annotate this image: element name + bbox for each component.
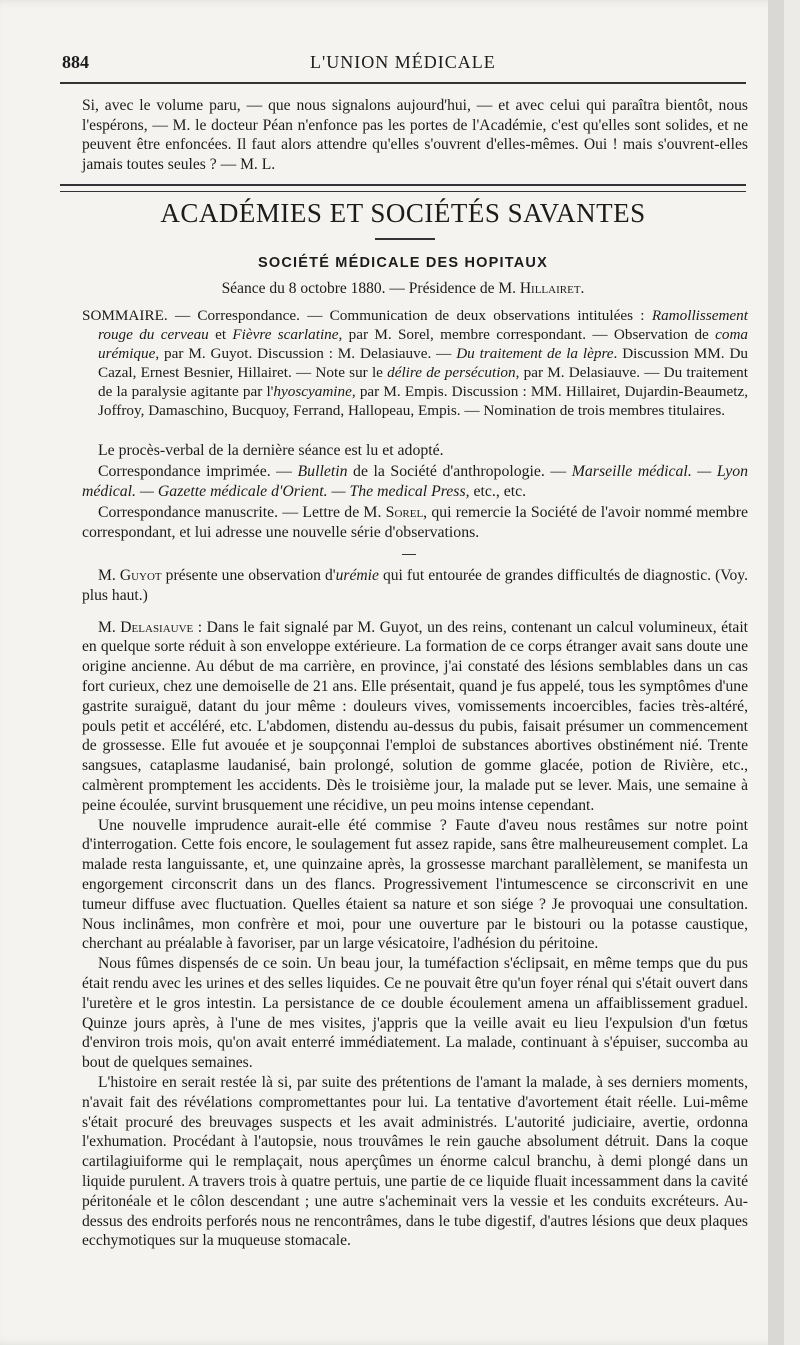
- guyot-text: qui fut entourée de grandes difficultés de diagnostic. (Voy. plus haut.): [82, 567, 748, 604]
- section-divider: [60, 184, 746, 192]
- title-underline: [375, 238, 435, 240]
- proces-verbal: Le procès-verbal de la dernière séance est lu et adopté.: [98, 442, 444, 459]
- section-title: ACADÉMIES ET SOCIÉTÉS SAVANTES: [160, 198, 646, 228]
- corr-text: Correspondance imprimée. —: [98, 462, 298, 480]
- delasiauve-name: Delasiauve: [120, 618, 194, 636]
- summary-italic: hyoscyamine: [273, 383, 352, 400]
- header-rule: [60, 82, 746, 84]
- summary-text: [82, 306, 748, 420]
- correspondance-imprimee: [82, 462, 748, 503]
- corr-text: de la Société d'anthropologie. —: [347, 462, 572, 480]
- correspondance-manuscrite: [82, 503, 748, 544]
- discussion-body: [82, 566, 748, 1251]
- summary-part: . Discussion MM. Du Cazal, Ernest Besnier, Hillairet. — Note sur le: [98, 345, 749, 381]
- summary-italic: Fièvre scarlatine: [232, 326, 339, 343]
- corr-italic: Marseille médical. — Lyon médical. — Gazette médicale d'Orient. — The medical Press,: [82, 462, 749, 501]
- summary-italic: Ramollissement rouge du cerveau: [98, 307, 748, 343]
- delasiauve-text: M.: [98, 618, 121, 636]
- seance-suffix: .: [580, 280, 585, 297]
- separator-dash: [402, 554, 416, 555]
- paragraph-3: Nous fûmes dispensés de ce soin. Un beau jour, la tuméfaction s'éclipsait, en même temps que du pus était rendu avec les urines et des selles liquides. Ce ne pouvait être qu'un foyer rénal qui s'était ouvert dans l'uretère et le gros intestin. La persistance de ce double écoulement amena un affaiblissement graduel. Quinze jours après, à l'une de mes visites, j'appris que la veille avait eu lieu l'expulsion d'un fœtus d'environ trois mois, qu'on avait enterré immédiatement. La malade, continuant à s'épuiser, succomba au bout de quelques semaines.: [82, 955, 748, 1072]
- paragraph-4: L'histoire en serait restée là si, par suite des prétentions de l'amant la malade, à ses derniers moments, n'avait fait des révélations compromettantes pour lui. La tentative d'avortement était réelle. Lui-même s'était procuré des breuvages suspects et les avait administrés. L'autorité judiciaire, avertie, ordonna l'exhumation. Procédant à l'autopsie, nous trouvâmes le rein gauche absolument détruit. Dans la coque cartilagiuiforme qui le remplaçait, nous aperçûmes un énorme calcul branchu, à demi plongé dans un liquide purulent. A travers trois à quatre pertuis, une partie de ce liquide fluait incessamment dans la cavité péritonéale et le côlon descendant ; une autre s'acheminait vers la vessie et les conduits excréteurs. Au-dessus des endroits perforés nous ne rencontrâmes, dans le tube digestif, d'autres lésions que deux plaques ecchymotiques sur la muqueuse stomacale.: [82, 1073, 748, 1250]
- intro-paragraph: [82, 96, 748, 174]
- summary-part: , par M. Empis. Discussion : MM. Hillairet, Dujardin-Beaumetz, Joffroy, Damaschino, Bucquoy, Ferrand, Hallopeau, Empis. — Nomination de trois membres titulaires.: [98, 383, 749, 419]
- summary-italic: coma urémique: [98, 326, 749, 362]
- page-edge: [768, 0, 784, 1345]
- summary-label: SOMMAIRE.: [82, 307, 168, 324]
- delasiauve-text: : Dans le fait signalé par M. Guyot, un des reins, contenant un calcul volumineux, était en quelque sorte réduit à son enveloppe extérieure. La formation de ce corps étranger avait sans doute une origine ancienne. Au début de ma carrière, en province, j'ai constaté des lésions semblables dans un cas fort curieux, chez une demoiselle de 21 ans. Elle présentait, quand je fus appelé, tous les symptômes d'une gastrite suraiguë, datant du jour même : douleurs vives, vomissements incoercibles, facies très-altéré, pouls petit et accéléré, etc. L'abdomen, distendu au-dessus du pubis, faisait présumer un commencement de grossesse. Elle fut avouée et je soupçonnai l'emploi de substances abortives obstinément nié. Trente sangsues, cataplasme laudanisé, bain prolongé, solution de gomme glacée, potion de Rivière, etc., calmèrent promptement les accidents. Dès le troisième jour, la malade put se lever. Mais, une semaine à peine écoulée, survint brusquement une récidive, un peu moins intense cependant.: [82, 618, 748, 814]
- summary-part: , par M. Delasiauve. — Du traitement de la paralysie agitante par l': [98, 364, 748, 400]
- summary-italic: Du traitement de la lèpre: [456, 345, 614, 362]
- page-number: 884: [62, 52, 89, 72]
- corr-text: Correspondance manuscrite. — Lettre de M.: [98, 503, 386, 521]
- guyot-text: M.: [98, 567, 120, 584]
- society-title: SOCIÉTÉ MÉDICALE DES HOPITAUX: [258, 255, 548, 271]
- guyot-paragraph: [82, 566, 748, 606]
- correspondance-block: [82, 441, 748, 544]
- summary-part: , par M. Guyot. Discussion : M. Delasiauve. —: [155, 345, 457, 362]
- summary-italic: délire de persécution: [387, 364, 516, 381]
- paragraph-2: Une nouvelle imprudence aurait-elle été commise ? Faute d'aveu nous restâmes sur notre point d'interrogation. Cette fois encore, le soulagement fut assez rapide, sans être malheureusement complet. La malade resta languissante, et, une quinzaine après, la grossesse marchant parallèlement, se manifesta un engorgement circonscrit dans un des flancs. Progressivement l'intumescence se circonscrivit en une tumeur diffuse avec fluctuation. Quelles étaient sa nature et son siége ? Je provoquai une consultation. Nous inclinâmes, mon confrère et moi, pour une ouverture par le bistouri ou la potasse caustique, cherchant au préalable à favoriser, par un large vésicatoire, l'adhésion du péritoine.: [82, 816, 748, 953]
- intro-text: Si, avec le volume paru, — que nous signalons aujourd'hui, — et avec celui qui paraîtra bientôt, nous l'espérons, — M. le docteur Péan n'enfonce pas les portes de l'Académie, c'est qu'elles sont solides, et ne peuvent être enfoncées. Il faut alors attendre qu'elles s'ouvrent d'elles-mêmes. Oui ! mais s'ouvrent-elles jamais toutes seules ? — M. L.: [82, 97, 748, 173]
- corr-italic: Bulletin: [297, 462, 348, 480]
- seance-prefix: Séance du 8 octobre 1880. — Présidence de M.: [221, 280, 520, 297]
- summary: [82, 306, 748, 420]
- seance-line: [60, 280, 746, 298]
- corr-text: etc., etc.: [469, 483, 527, 501]
- corr-name: Sorel: [385, 503, 424, 521]
- summary-part: , par M. Sorel, membre correspondant. — Observation de: [338, 326, 716, 343]
- guyot-text: présente une observation d': [161, 567, 336, 584]
- page-header: [60, 50, 750, 78]
- guyot-name: Guyot: [119, 567, 162, 584]
- summary-part: et: [208, 326, 233, 343]
- corr-text: , qui remercie la Société de l'avoir nommé membre correspondant, et lui adresse une nouvelle série d'observations.: [82, 503, 748, 542]
- delasiauve-paragraph: [82, 618, 748, 816]
- summary-part: — Correspondance. — Communication de deux observations intitulées :: [167, 307, 652, 324]
- seance-president: Hillairet: [519, 280, 581, 297]
- running-title: L'UNION MÉDICALE: [310, 52, 496, 72]
- guyot-italic: urémie: [335, 567, 379, 584]
